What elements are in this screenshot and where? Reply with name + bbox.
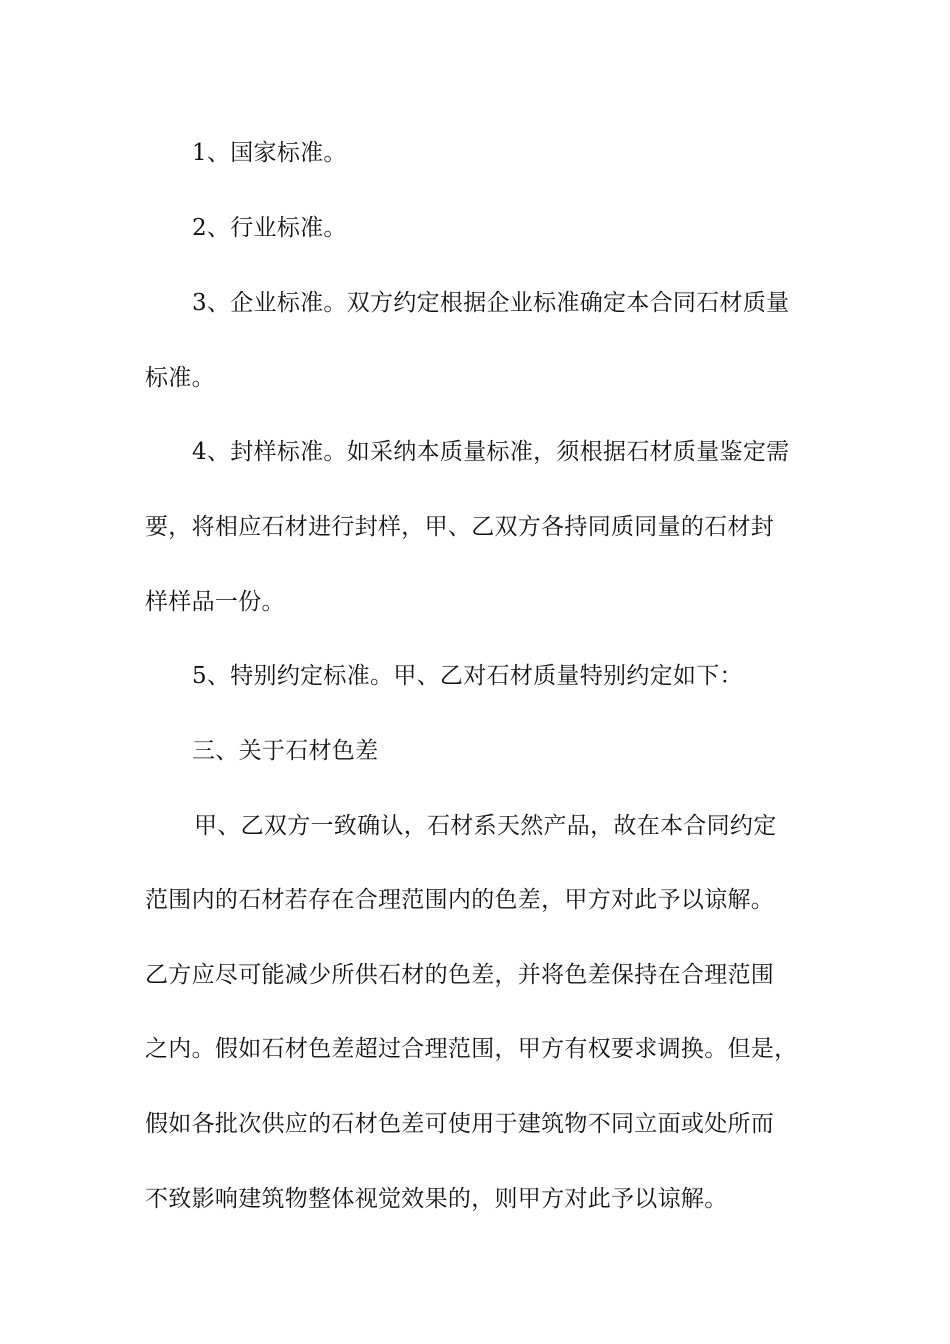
list-item-special-standard: 5、特别约定标准。甲、乙对石材质量特别约定如下： [192, 663, 743, 689]
paragraph-line: 乙方应尽可能减少所供石材的色差，并将色差保持在合理范围 [145, 962, 775, 988]
paragraph-line: 范围内的石材若存在合理范围内的色差，甲方对此予以谅解。 [145, 887, 775, 913]
paragraph-line: 不致影响建筑物整体视觉效果的，则甲方对此予以谅解。 [145, 1186, 728, 1212]
paragraph-line: 之内。假如石材色差超过合理范围，甲方有权要求调换。但是， [145, 1036, 798, 1062]
paragraph-line: 甲、乙双方一致确认，石材系天然产品，故在本合同约定 [194, 813, 777, 839]
list-item-enterprise-standard-cont: 标准。 [145, 365, 215, 391]
list-item-industry-standard: 2、行业标准。 [192, 215, 347, 241]
section-heading-color-difference: 三、关于石材色差 [192, 738, 379, 764]
paragraph-line: 假如各批次供应的石材色差可使用于建筑物不同立面或处所而 [145, 1111, 775, 1137]
paragraph-line: 要，将相应石材进行封样，甲、乙双方各持同质同量的石材封 [145, 514, 775, 540]
paragraph-line: 样样品一份。 [145, 589, 285, 615]
list-item-enterprise-standard: 3、企业标准。双方约定根据企业标准确定本合同石材质量 [192, 290, 790, 316]
list-item-national-standard: 1、国家标准。 [192, 140, 347, 166]
list-item-sealed-sample-standard: 4、封样标准。如采纳本质量标准，须根据石材质量鉴定需 [192, 439, 790, 465]
